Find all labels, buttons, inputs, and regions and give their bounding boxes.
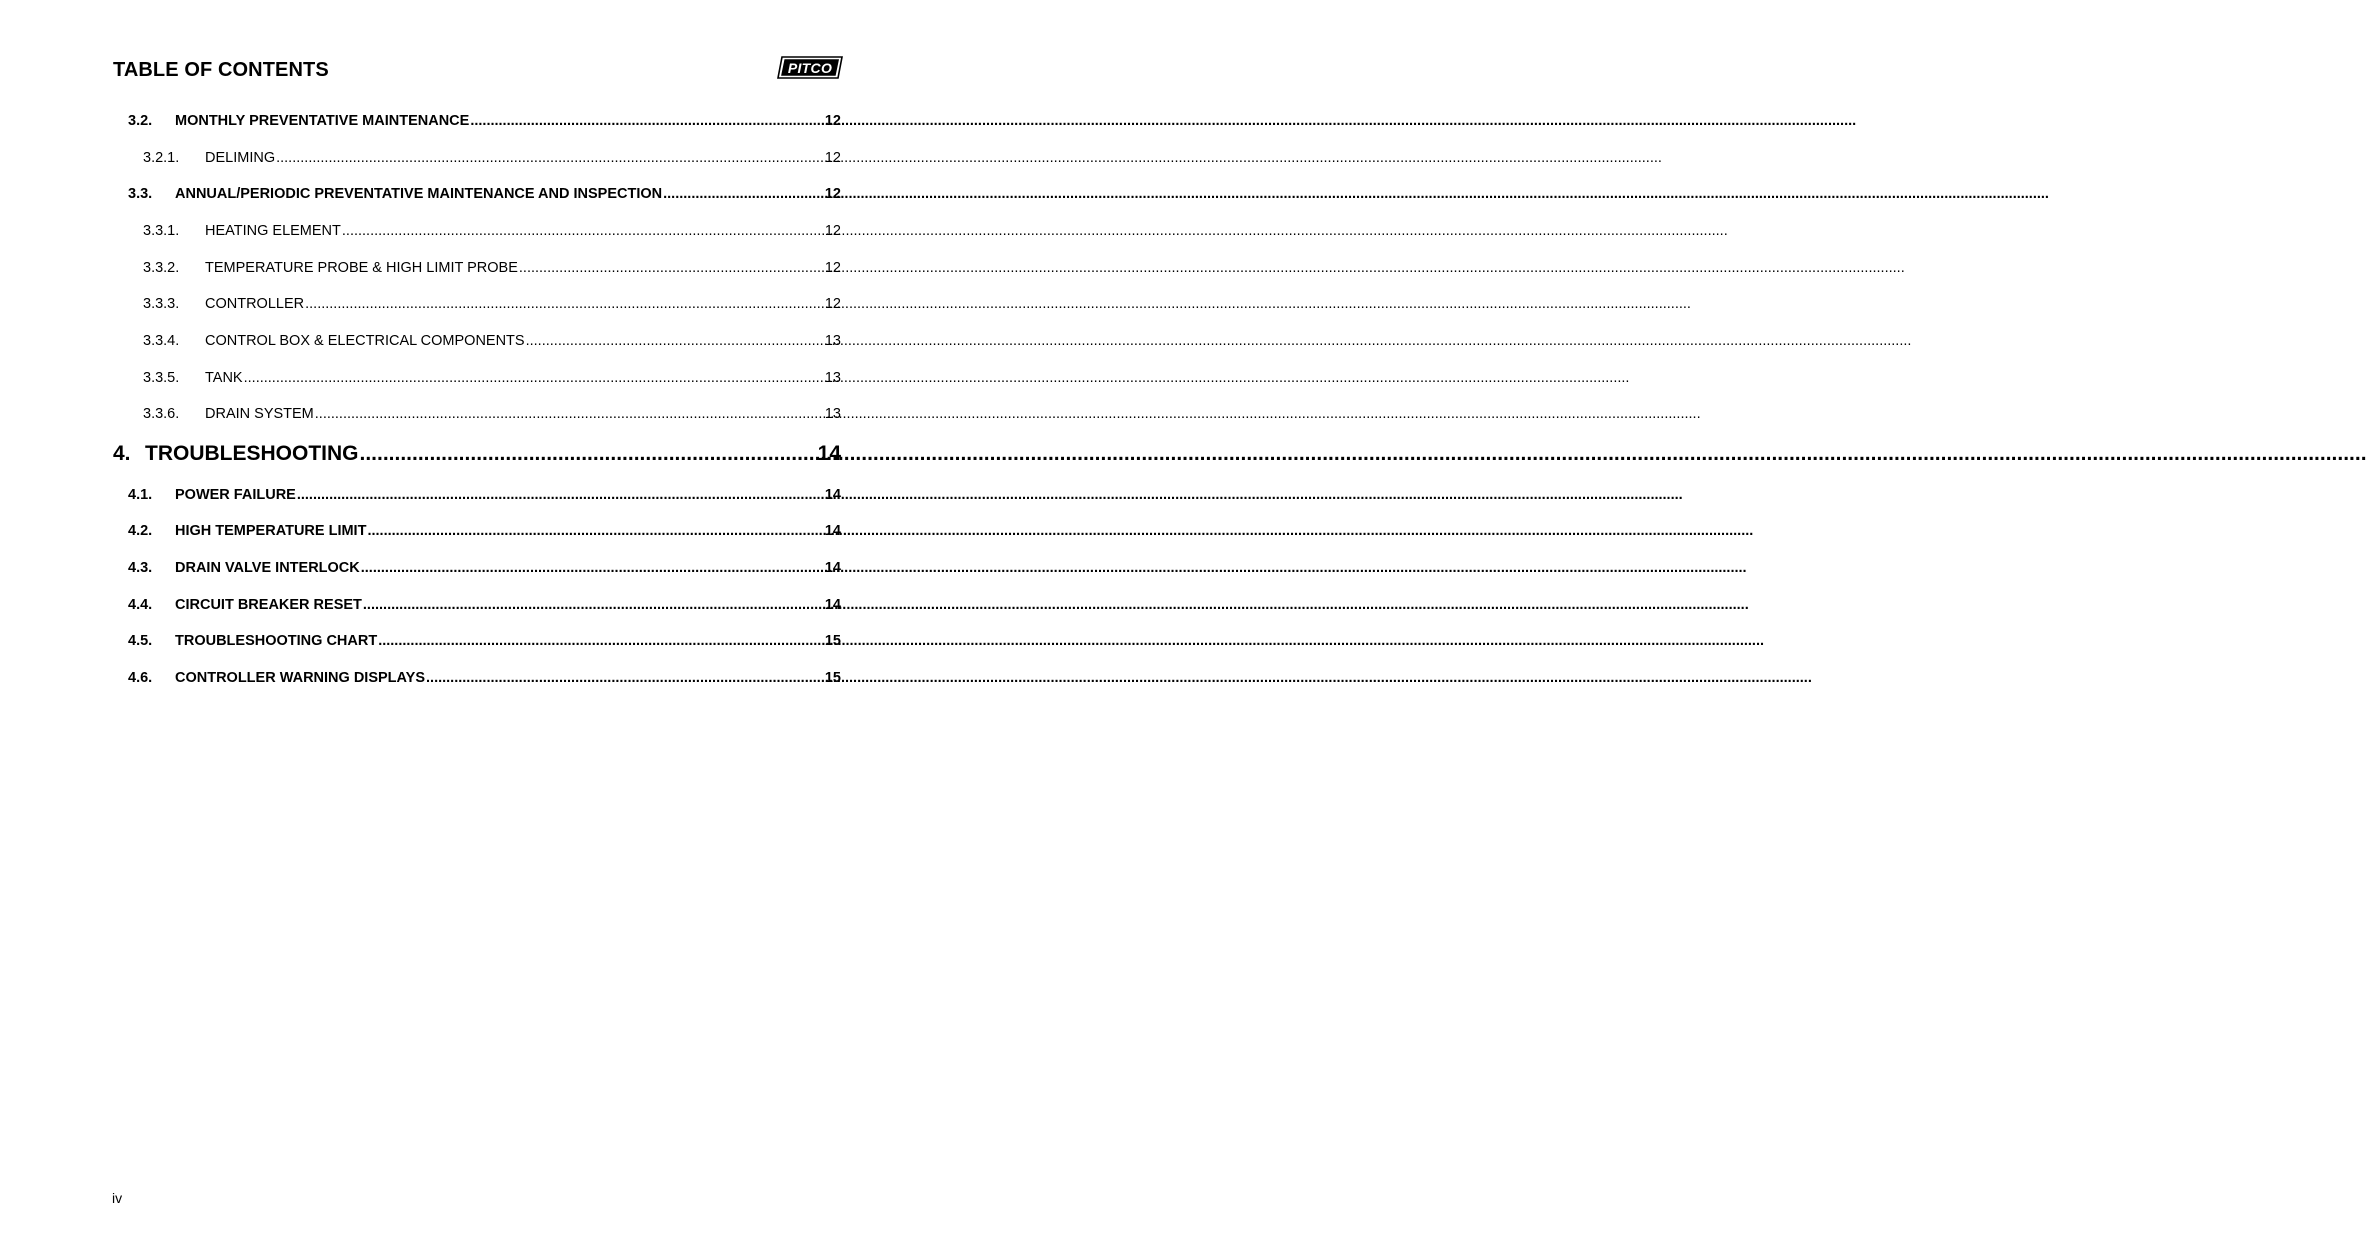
toc-dot-leader <box>519 258 824 278</box>
page-number: iv <box>112 1190 123 1206</box>
table-of-contents <box>0 0 954 1235</box>
toc-entry-title: DRAIN SYSTEM <box>205 406 314 422</box>
toc-entry-page: 15 <box>824 670 841 686</box>
toc-entry-number: 3.3.3. <box>143 296 180 312</box>
toc-dot-leader <box>378 631 824 651</box>
toc-entry-page: 14 <box>824 597 841 613</box>
toc-dot-leader <box>305 294 824 314</box>
toc-entry-page: 12 <box>824 150 841 166</box>
toc-entry-title: HEATING ELEMENT <box>205 223 341 239</box>
toc-entry-number: 3.3.1. <box>143 223 180 239</box>
toc-entry-number: 3.3.4. <box>143 333 180 349</box>
toc-entry-4[interactable] <box>113 440 841 468</box>
toc-dot-leader <box>470 111 824 131</box>
toc-entry-number: 4.2. <box>128 523 153 539</box>
toc-entry-title: CIRCUIT BREAKER RESET <box>175 597 362 613</box>
toc-entry-number: 4.6. <box>128 670 153 686</box>
toc-dot-leader <box>342 221 824 241</box>
toc-entry-number: 4.4. <box>128 597 153 613</box>
toc-entry-3-2-1[interactable] <box>143 148 841 168</box>
toc-entry-page: 14 <box>824 560 841 576</box>
toc-entry-number: 3.3.5. <box>143 370 180 386</box>
toc-entry-page: 12 <box>824 113 841 129</box>
toc-entry-4-5[interactable] <box>128 631 841 651</box>
toc-dot-leader <box>663 184 824 204</box>
toc-dot-leader <box>360 440 817 468</box>
toc-entry-4-2[interactable] <box>128 521 841 541</box>
toc-entry-title: CONTROLLER <box>205 296 305 312</box>
toc-entry-3-3-1[interactable] <box>143 221 841 241</box>
toc-dot-leader <box>426 668 824 688</box>
toc-entry-3-3-5[interactable] <box>143 368 841 388</box>
toc-entry-3-3-2[interactable] <box>143 258 841 278</box>
toc-dot-leader <box>363 595 824 615</box>
toc-entry-title: DELIMING <box>205 150 276 166</box>
toc-entry-page: 12 <box>824 223 841 239</box>
page-title: TABLE OF CONTENTS <box>113 59 329 81</box>
toc-entry-page: 12 <box>824 296 841 312</box>
toc-entry-title: MONTHLY PREVENTATIVE MAINTENANCE <box>175 113 470 129</box>
toc-entry-4-3[interactable] <box>128 558 841 578</box>
toc-entry-4-1[interactable] <box>128 485 841 505</box>
toc-entry-title: HIGH TEMPERATURE LIMIT <box>175 523 367 539</box>
toc-entry-page: 12 <box>824 186 841 202</box>
toc-entry-title: CONTROLLER WARNING DISPLAYS <box>175 670 426 686</box>
toc-entry-page: 14 <box>824 523 841 539</box>
toc-entry-3-3-6[interactable] <box>143 404 841 424</box>
toc-entry-number: 3.3.6. <box>143 406 180 422</box>
toc-entry-page: 13 <box>824 370 841 386</box>
toc-dot-leader <box>297 485 824 505</box>
toc-dot-leader <box>244 368 824 388</box>
toc-entry-title: ANNUAL/PERIODIC PREVENTATIVE MAINTENANCE AND INSPECTION <box>175 186 663 202</box>
toc-entry-number: 4.3. <box>128 560 153 576</box>
toc-entry-number: 4. <box>113 442 131 465</box>
toc-entry-page: 14 <box>824 487 841 503</box>
toc-entry-4-6[interactable] <box>128 668 841 688</box>
toc-entry-4-4[interactable] <box>128 595 841 615</box>
toc-entry-number: 3.3.2. <box>143 260 180 276</box>
toc-entry-page: 13 <box>824 333 841 349</box>
toc-entry-3-3-3[interactable] <box>143 294 841 314</box>
toc-entry-page: 13 <box>824 406 841 422</box>
toc-entry-3-3-4[interactable] <box>143 331 841 351</box>
toc-entry-3-3[interactable] <box>128 184 841 204</box>
toc-dot-leader <box>315 404 824 424</box>
toc-entry-number: 3.2. <box>128 113 153 129</box>
toc-dot-leader <box>526 331 824 351</box>
toc-entry-title: TROUBLESHOOTING CHART <box>175 633 378 649</box>
toc-entry-number: 4.1. <box>128 487 153 503</box>
toc-dot-leader <box>367 521 823 541</box>
toc-entry-title: TANK <box>205 370 243 386</box>
toc-entry-title: CONTROL BOX & ELECTRICAL COMPONENTS <box>205 333 525 349</box>
toc-entry-page: 14 <box>817 442 841 465</box>
svg-text:PITCO: PITCO <box>787 60 833 76</box>
toc-entry-number: 3.2.1. <box>143 150 180 166</box>
toc-entry-title: POWER FAILURE <box>175 487 296 503</box>
toc-entry-title: TROUBLESHOOTING <box>145 442 359 465</box>
toc-entry-number: 4.5. <box>128 633 153 649</box>
toc-dot-leader <box>276 148 824 168</box>
toc-dot-leader <box>361 558 824 578</box>
toc-entry-3-2[interactable] <box>128 111 841 131</box>
toc-entry-number: 3.3. <box>128 186 153 202</box>
toc-entry-page: 15 <box>824 633 841 649</box>
toc-entry-title: DRAIN VALVE INTERLOCK <box>175 560 360 576</box>
toc-entry-page: 12 <box>824 260 841 276</box>
toc-entry-title: TEMPERATURE PROBE & HIGH LIMIT PROBE <box>205 260 518 276</box>
